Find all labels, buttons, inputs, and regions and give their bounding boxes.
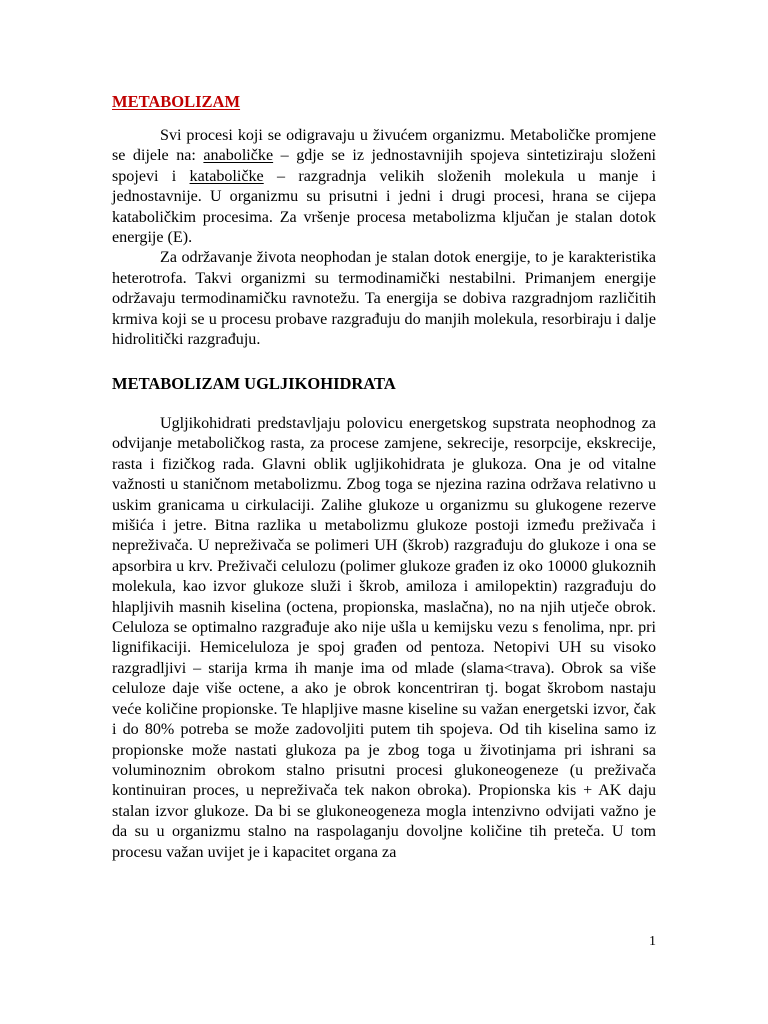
intro-paragraph-1: [112, 126, 656, 248]
intro-paragraph-1-part-3: – razgradnja velikih složenih molekula u manje i jednostavnije. U organizmu su prisutni i jedni i drugi procesi, hrana se cijepa kataboličkim procesima. Za vršenje procesa metabolizma ključan je stalan dotok energije (E).: [112, 167, 656, 247]
page-number: 1: [649, 934, 656, 949]
intro-paragraph-1-part-1: Svi procesi koji se odigravaju u živućem organizmu. Metaboličke promjene se dijele na:: [112, 127, 656, 165]
carbohydrate-section: [112, 414, 656, 863]
carbohydrate-paragraph: Ugljikohidrati predstavljaju polovicu energetskog supstrata neophodnog za odvijanje metaboličkog rasta, za procese zamjene, sekrecije, resorpcije, ekskrecije, rasta i fizičkog rada. Glavni oblik ugljikohidrata je glukoza. Ona je od vitalne važnosti u staničnom metabolizmu. Zbog toga se njezina razina održava relativno u uskim granicama u cirkulaciji. Zalihe glukoze u organizmu su glukogene rezerve mišića i jetre. Bitna razlika u metabolizmu glukoze postoji između preživača i nepreživača. U nepreživača se polimeri UH (škrob) razgrađuju do glukoze i ona se apsorbira u krv. Preživači celulozu (polimer glukoze građen iz oko 10000 glukoznih molekula, kao izvor glukoze služi i škrob, amiloza i amilopektin) razgrađuju do hlapljivih masnih kiselina (octena, propionska, maslačna), no na njih utječe obrok. Celuloza se optimalno razgrađuje ako nije ušla u kemijsku vezu s fenolima, npr. pri lignifikaciji. Hemiceluloza je spoj građen od pentoza. Netopivi UH su visoko razgradljivi – starija krma ih manje ima od mlade (slama<trava). Obrok sa više celuloze daje više octene, a ako je obrok koncentriran tj. bogat škrobom nastaju veće količine propionske. Te hlapljive masne kiseline su važan energetski izvor, čak i do 80% potreba se može zadovoljiti putem tih spojeva. Od tih kiselina samo iz propionske može nastati glukoza pa je zbog toga u životinjama pri ishrani sa voluminoznim obrokom stalno prisutni procesi glukoneogeneze (u preživača kontinuiran proces, u nepreživača tek nakon obroka). Propionska kis + AK daju stalan izvor glukoze. Da bi se glukoneogeneza mogla intenzivno odvijati važno je da su u organizmu stalno na raspolaganju dovoljne količine tih preteča. U tom procesu važan uvijet je i kapacitet organa za: [112, 415, 656, 861]
intro-paragraph-1-part-2: – gdje se iz jednostavnijih spojeva sintetiziraju složeni spojevi i: [112, 147, 657, 185]
document-title: METABOLIZAM: [112, 92, 241, 111]
term-catabolic: kataboličke: [189, 167, 264, 185]
section-heading: METABOLIZAM UGLJIKOHIDRATA: [112, 374, 396, 393]
intro-paragraph-2: Za održavanje života neophodan je stalan dotok energije, to je karakteristika heterotrofa. Takvi organizmi su termodinamički nestabilni. Primanjem energije održavaju termodinamičku ravnotežu. Ta energija se dobiva razgradnjom različitih krmiva koji se u procesu probave razgrađuju do manjih molekula, resorbiraju i dalje hidrolitički razgrađuju.: [112, 249, 656, 349]
intro-section: [112, 126, 656, 350]
term-anabolic: anaboličke: [203, 147, 274, 165]
